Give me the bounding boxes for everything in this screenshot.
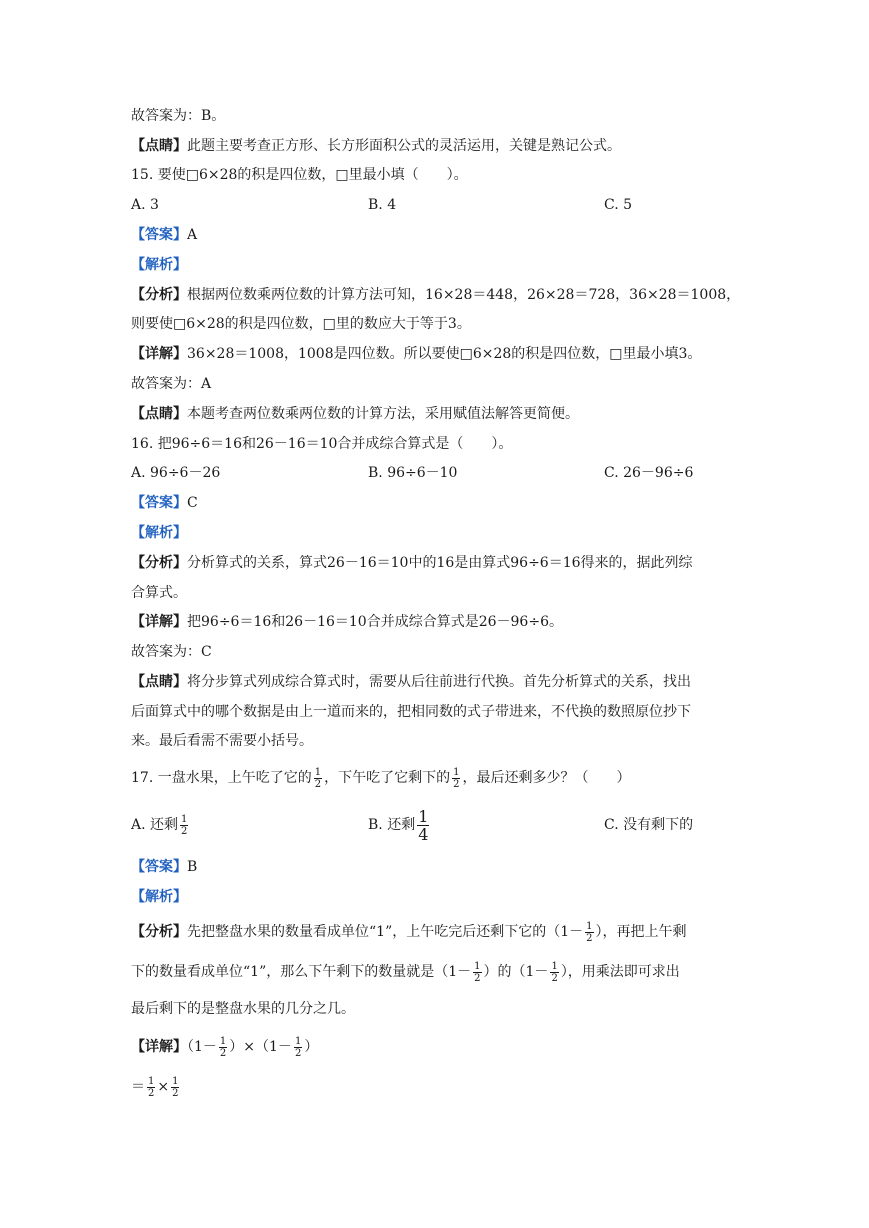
numerator: 1 xyxy=(474,960,481,972)
fraction-half xyxy=(585,921,593,944)
fraction-half xyxy=(473,961,481,984)
numerator: 1 xyxy=(172,1075,179,1087)
numerator: 1 xyxy=(418,806,429,826)
fraction-half xyxy=(180,814,188,837)
fraction-half xyxy=(219,1036,227,1059)
fenxi-text: 根据两位数乘两位数的计算方法可知，16×28＝448，26×28＝728，36×28＝1008， xyxy=(187,287,741,303)
fraction-half xyxy=(294,1036,302,1059)
numerator: 1 xyxy=(586,920,593,932)
q17-answer xyxy=(131,858,197,876)
q16-answer-line: 故答案为：C xyxy=(131,644,212,660)
tip-text: 将分步算式列成综合算式时，需要从后往前进行代换。首先分析算式的关系，找出 xyxy=(187,674,691,690)
q16-fenxi-1 xyxy=(131,554,693,572)
denominator: 2 xyxy=(294,1047,302,1059)
q17-fenxi-3: 最后剩下的是整盘水果的几分之几。 xyxy=(131,1001,355,1017)
q17-option-b xyxy=(368,806,431,844)
numerator: 1 xyxy=(314,766,322,778)
numerator: 1 xyxy=(148,1075,155,1087)
numerator: 1 xyxy=(294,1035,302,1047)
fenxi-text: ）的（1－ xyxy=(483,964,549,980)
option-label: B. 还剩 xyxy=(368,817,416,833)
answer-value: B xyxy=(187,859,198,875)
expr-part: × xyxy=(157,1079,170,1095)
q16-tip-2: 后面算式中的哪个数据是由上一道而来的，把相同数的式子带进来，不代换的数照原位抄下 xyxy=(131,704,691,720)
q16-option-c: C. 26－96÷6 xyxy=(604,465,694,481)
fenxi-text: 分析算式的关系，算式26－16＝10中的16是由算式96÷6＝16得来的，据此列综 xyxy=(187,555,693,571)
q15-option-a: A. 3 xyxy=(131,197,159,213)
denominator: 2 xyxy=(219,1047,227,1059)
tip-text: 此题主要考查正方形、长方形面积公式的灵活运用，关键是熟记公式。 xyxy=(187,138,621,154)
expr-part: ＝ xyxy=(131,1079,145,1095)
numerator: 1 xyxy=(551,960,558,972)
fenxi-text: ），再把上午剩 xyxy=(595,924,687,940)
answer-tag: 【答案】 xyxy=(131,495,187,511)
q16-fenxi-2: 合算式。 xyxy=(131,585,187,601)
q17-step-2 xyxy=(131,1072,181,1102)
q17-fenxi-1 xyxy=(131,917,687,947)
q15-fenxi-2: 则要使□6×28的积是四位数，□里的数应大于等于3。 xyxy=(131,316,471,332)
answer-value: A xyxy=(187,227,198,243)
denominator: 4 xyxy=(418,824,429,844)
xiangjie-text: 36×28＝1008，1008是四位数。所以要使□6×28的积是四位数，□里最小填3。 xyxy=(187,346,702,362)
numerator: 1 xyxy=(453,766,460,778)
stem-part: 17. 一盘水果，上午吃了它的 xyxy=(131,770,312,786)
expr-part: ）×（1－ xyxy=(229,1039,292,1055)
fraction-half xyxy=(550,961,558,984)
fenxi-tag: 【分析】 xyxy=(131,555,187,571)
q17-option-a xyxy=(131,810,190,840)
fraction-quarter xyxy=(417,808,429,843)
fenxi-text: ），用乘法即可求出 xyxy=(560,964,680,980)
tip-tag: 【点睛】 xyxy=(131,138,187,154)
fraction-half xyxy=(452,767,460,790)
q15-stem: 15. 要使□6×28的积是四位数，□里最小填（ ）。 xyxy=(131,167,468,183)
q14-tip xyxy=(131,137,621,155)
fenxi-text: 先把整盘水果的数量看成单位“1”，上午吃完后还剩下它的（1－ xyxy=(187,924,584,940)
q15-xiangjie xyxy=(131,345,701,363)
q16-tip-1 xyxy=(131,673,691,691)
q15-answer xyxy=(131,226,197,244)
q15-tip xyxy=(131,405,579,423)
q17-option-c: C. 没有剩下的 xyxy=(604,817,694,833)
denominator: 2 xyxy=(474,972,481,984)
q15-analysis-tag: 【解析】 xyxy=(131,257,187,273)
q16-xiangjie xyxy=(131,613,563,631)
tip-tag: 【点睛】 xyxy=(131,406,187,422)
fraction-half xyxy=(171,1076,179,1099)
denominator: 2 xyxy=(551,972,558,984)
numerator: 1 xyxy=(219,1035,227,1047)
numerator: 1 xyxy=(181,813,188,825)
denominator: 2 xyxy=(148,1087,155,1099)
stem-part: ，最后还剩多少？（ ） xyxy=(462,770,631,786)
fenxi-tag: 【分析】 xyxy=(131,924,187,940)
xiangjie-tag: 【详解】 xyxy=(131,346,187,362)
q15-option-b: B. 4 xyxy=(368,197,397,213)
tip-tag: 【点睛】 xyxy=(131,674,187,690)
tip-text: 本题考查两位数乘两位数的计算方法，采用赋值法解答更简便。 xyxy=(187,406,579,422)
fenxi-tag: 【分析】 xyxy=(131,287,187,303)
denominator: 2 xyxy=(172,1087,179,1099)
q14-answer-line: 故答案为：B。 xyxy=(131,108,226,124)
q15-option-c: C. 5 xyxy=(604,197,633,213)
expr-part: ） xyxy=(304,1039,319,1055)
q17-fenxi-2 xyxy=(131,957,680,987)
q17-analysis-tag: 【解析】 xyxy=(131,889,187,905)
q16-option-b: B. 96÷6－10 xyxy=(368,465,458,481)
q16-tip-3: 来。最后看需不需要小括号。 xyxy=(131,733,313,749)
q15-fenxi-1 xyxy=(131,286,740,304)
xiangjie-tag: 【详解】 xyxy=(131,1039,187,1055)
q16-answer xyxy=(131,494,198,512)
fraction-half xyxy=(147,1076,155,1099)
option-label: A. 还剩 xyxy=(131,817,179,833)
answer-tag: 【答案】 xyxy=(131,227,187,243)
q16-analysis-tag: 【解析】 xyxy=(131,525,187,541)
q15-answer-line: 故答案为：A xyxy=(131,376,212,392)
denominator: 2 xyxy=(586,932,593,944)
denominator: 2 xyxy=(181,825,188,837)
q16-option-a: A. 96÷6－26 xyxy=(131,465,221,481)
q17-xiangjie xyxy=(131,1032,318,1062)
fenxi-text: 下的数量看成单位“1”，那么下午剩下的数量就是（1－ xyxy=(131,964,472,980)
stem-part: ，下午吃了它剩下的 xyxy=(324,770,451,786)
q16-stem: 16. 把96÷6＝16和26－16＝10合并成综合算式是（ ）。 xyxy=(131,436,513,452)
q17-stem xyxy=(131,763,630,793)
answer-tag: 【答案】 xyxy=(131,859,187,875)
fraction-half xyxy=(314,767,322,790)
denominator: 2 xyxy=(314,778,322,790)
xiangjie-text: 把96÷6＝16和26－16＝10合并成综合算式是26－96÷6。 xyxy=(187,614,563,630)
denominator: 2 xyxy=(453,778,460,790)
xiangjie-tag: 【详解】 xyxy=(131,614,187,630)
answer-value: C xyxy=(187,495,198,511)
expr-part: （1－ xyxy=(187,1039,217,1055)
